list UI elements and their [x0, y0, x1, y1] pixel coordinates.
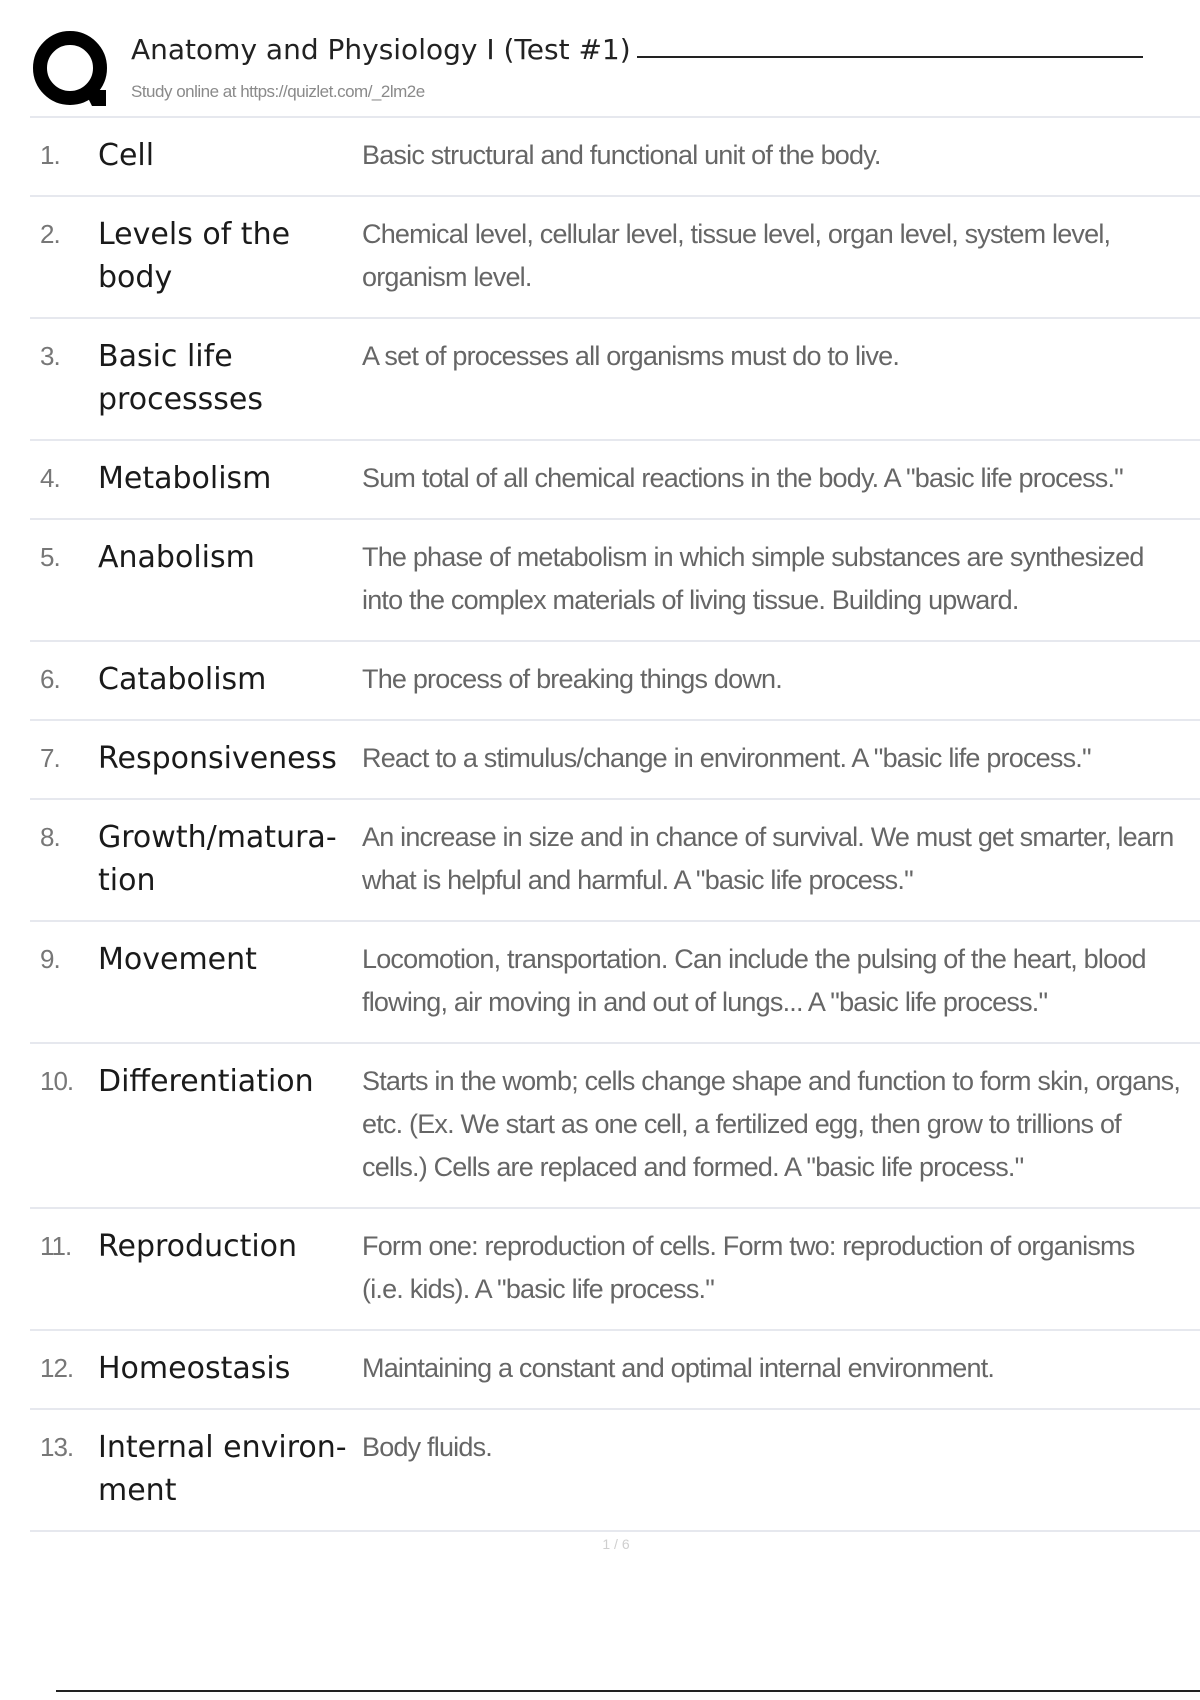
- card-term: Reproduction: [98, 1229, 298, 1264]
- card-number: 6.: [40, 664, 60, 694]
- card-number: 12.: [40, 1353, 74, 1383]
- flashcard-row: [30, 800, 1200, 922]
- card-definition: The phase of metabolism in which simple substances are synthesized into the complex materials of living tissue. Building upward.: [362, 542, 1144, 615]
- flashcard-row: [30, 642, 1200, 721]
- card-term: Growth/maturation: [98, 820, 337, 898]
- flashcard-row: [30, 441, 1200, 520]
- card-term: Basic life processses: [98, 339, 263, 417]
- card-number: 10.: [40, 1066, 74, 1096]
- footer-divider: [56, 1690, 1200, 1692]
- card-definition: Chemical level, cellular level, tissue level, organ level, system level, organism level.: [362, 219, 1111, 292]
- card-number: 3.: [40, 341, 60, 371]
- card-term: Differentiation: [98, 1064, 314, 1099]
- card-number: 2.: [40, 219, 60, 249]
- card-definition: An increase in size and in chance of survival. We must get smarter, learn what is helpful and harmful. A "basic life process.": [362, 822, 1174, 895]
- flashcard-row: [30, 197, 1200, 319]
- page-header: [0, 0, 1200, 120]
- quizlet-q-logo-icon: [32, 30, 112, 110]
- card-number: 13.: [40, 1432, 74, 1462]
- page-indicator: 1 / 6: [602, 1536, 630, 1552]
- card-term: Levels of the body: [98, 217, 291, 295]
- card-definition: Basic structural and functional unit of the body.: [362, 140, 881, 170]
- card-number: 4.: [40, 463, 60, 493]
- study-online-link[interactable]: Study online at https://quizlet.com/_2lm2e: [131, 82, 425, 101]
- flashcard-row: [30, 1410, 1200, 1532]
- flashcard-row: [30, 1331, 1200, 1410]
- card-definition: The process of breaking things down.: [362, 664, 782, 694]
- card-number: 9.: [40, 944, 60, 974]
- flashcard-row: [30, 319, 1200, 441]
- card-number: 7.: [40, 743, 60, 773]
- flashcard-row: [30, 922, 1200, 1044]
- card-term: Catabolism: [98, 662, 267, 697]
- card-definition: Locomotion, transportation. Can include the pulsing of the heart, blood flowing, air moving in and out of lungs... A "basic life process.": [362, 944, 1146, 1017]
- flashcard-list: [30, 118, 1200, 1532]
- flashcard-row: [30, 520, 1200, 642]
- card-definition: React to a stimulus/change in environment. A "basic life process.": [362, 743, 1091, 773]
- card-number: 5.: [40, 542, 60, 572]
- card-definition: Sum total of all chemical reactions in the body. A "basic life process.": [362, 463, 1123, 493]
- card-term: Movement: [98, 942, 257, 977]
- card-term: Anabolism: [98, 540, 255, 575]
- page-title: Anatomy and Physiology I (Test #1): [131, 33, 637, 66]
- card-definition: A set of processes all organisms must do to live.: [362, 341, 900, 371]
- card-term: Responsiveness: [98, 741, 337, 776]
- flashcard-row: [30, 118, 1200, 197]
- card-definition: Maintaining a constant and optimal internal environment.: [362, 1353, 995, 1383]
- card-number: 11.: [40, 1231, 72, 1261]
- flashcard-row: [30, 1044, 1200, 1209]
- card-term: Internal environment: [98, 1430, 347, 1508]
- card-definition: Form one: reproduction of cells. Form two: reproduction of organisms (i.e. kids). A "basic life process.": [362, 1231, 1135, 1304]
- card-term: Cell: [98, 138, 155, 173]
- flashcard-row: [30, 721, 1200, 800]
- card-definition: Starts in the womb; cells change shape and function to form skin, organs, etc. (Ex. We start as one cell, a fertilized egg, then grow to trillions of cells.) Cells are replaced and formed. A "basic life process.": [362, 1066, 1181, 1182]
- flashcard-row: [30, 1209, 1200, 1331]
- card-number: 1.: [40, 140, 60, 170]
- card-term: Homeostasis: [98, 1351, 291, 1386]
- card-term: Metabolism: [98, 461, 272, 496]
- card-definition: Body fluids.: [362, 1432, 492, 1462]
- card-number: 8.: [40, 822, 60, 852]
